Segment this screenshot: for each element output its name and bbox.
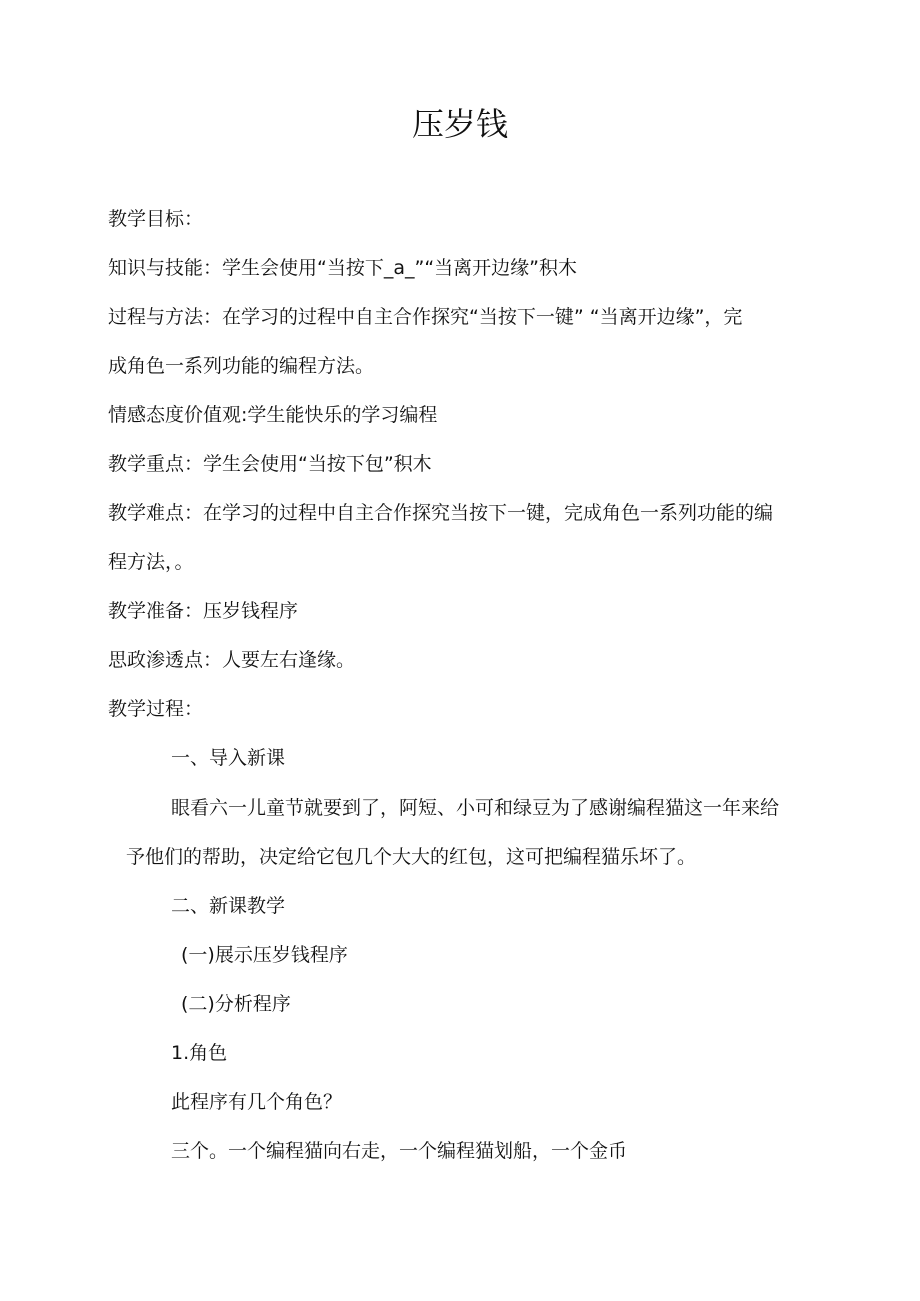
analyze-program-item: (二)分析程序 <box>181 993 291 1015</box>
subsection-introduction: 一、导入新课 <box>171 747 286 769</box>
emotion-values-line: 情感态度价值观:学生能快乐的学习编程 <box>108 404 438 426</box>
teaching-difficulty-line: 教学难点：在学习的过程中自主合作探究当按下一键，完成角色一系列功能的编 <box>108 502 774 524</box>
intro-paragraph-line-1: 眼看六一儿童节就要到了，阿短、小可和绿豆为了感谢编程猫这一年来给 <box>171 797 780 819</box>
show-program-item: (一)展示压岁钱程序 <box>181 944 348 966</box>
role-heading: 1.角色 <box>171 1042 228 1064</box>
intro-paragraph-line-2: 予他们的帮助，决定给它包几个大大的红包，这可把编程猫乐坏了。 <box>126 846 697 868</box>
document-title: 压岁钱 <box>411 105 508 143</box>
ideological-point-line: 思政渗透点：人要左右逢缘。 <box>108 649 356 671</box>
role-question: 此程序有几个角色？ <box>171 1091 343 1113</box>
process-method-line-continued: 成角色一系列功能的编程方法。 <box>108 355 375 377</box>
teaching-difficulty-line-continued: 程方法，。 <box>108 551 194 573</box>
role-answer: 三个。一个编程猫向右走，一个编程猫划船，一个金币 <box>171 1140 628 1162</box>
section-teaching-process: 教学过程： <box>108 698 204 720</box>
knowledge-skills-line: 知识与技能：学生会使用“当按下_a_”“当离开边缘”积木 <box>108 257 578 279</box>
section-teaching-goals: 教学目标： <box>108 208 204 230</box>
teaching-focus-line: 教学重点：学生会使用“当按下包”积木 <box>108 453 432 475</box>
teaching-preparation-line: 教学准备：压岁钱程序 <box>108 600 299 622</box>
process-method-line: 过程与方法：在学习的过程中自主合作探究“当按下一键” “当离开边缘”，完 <box>108 306 743 328</box>
subsection-new-lesson: 二、新课教学 <box>171 895 286 917</box>
